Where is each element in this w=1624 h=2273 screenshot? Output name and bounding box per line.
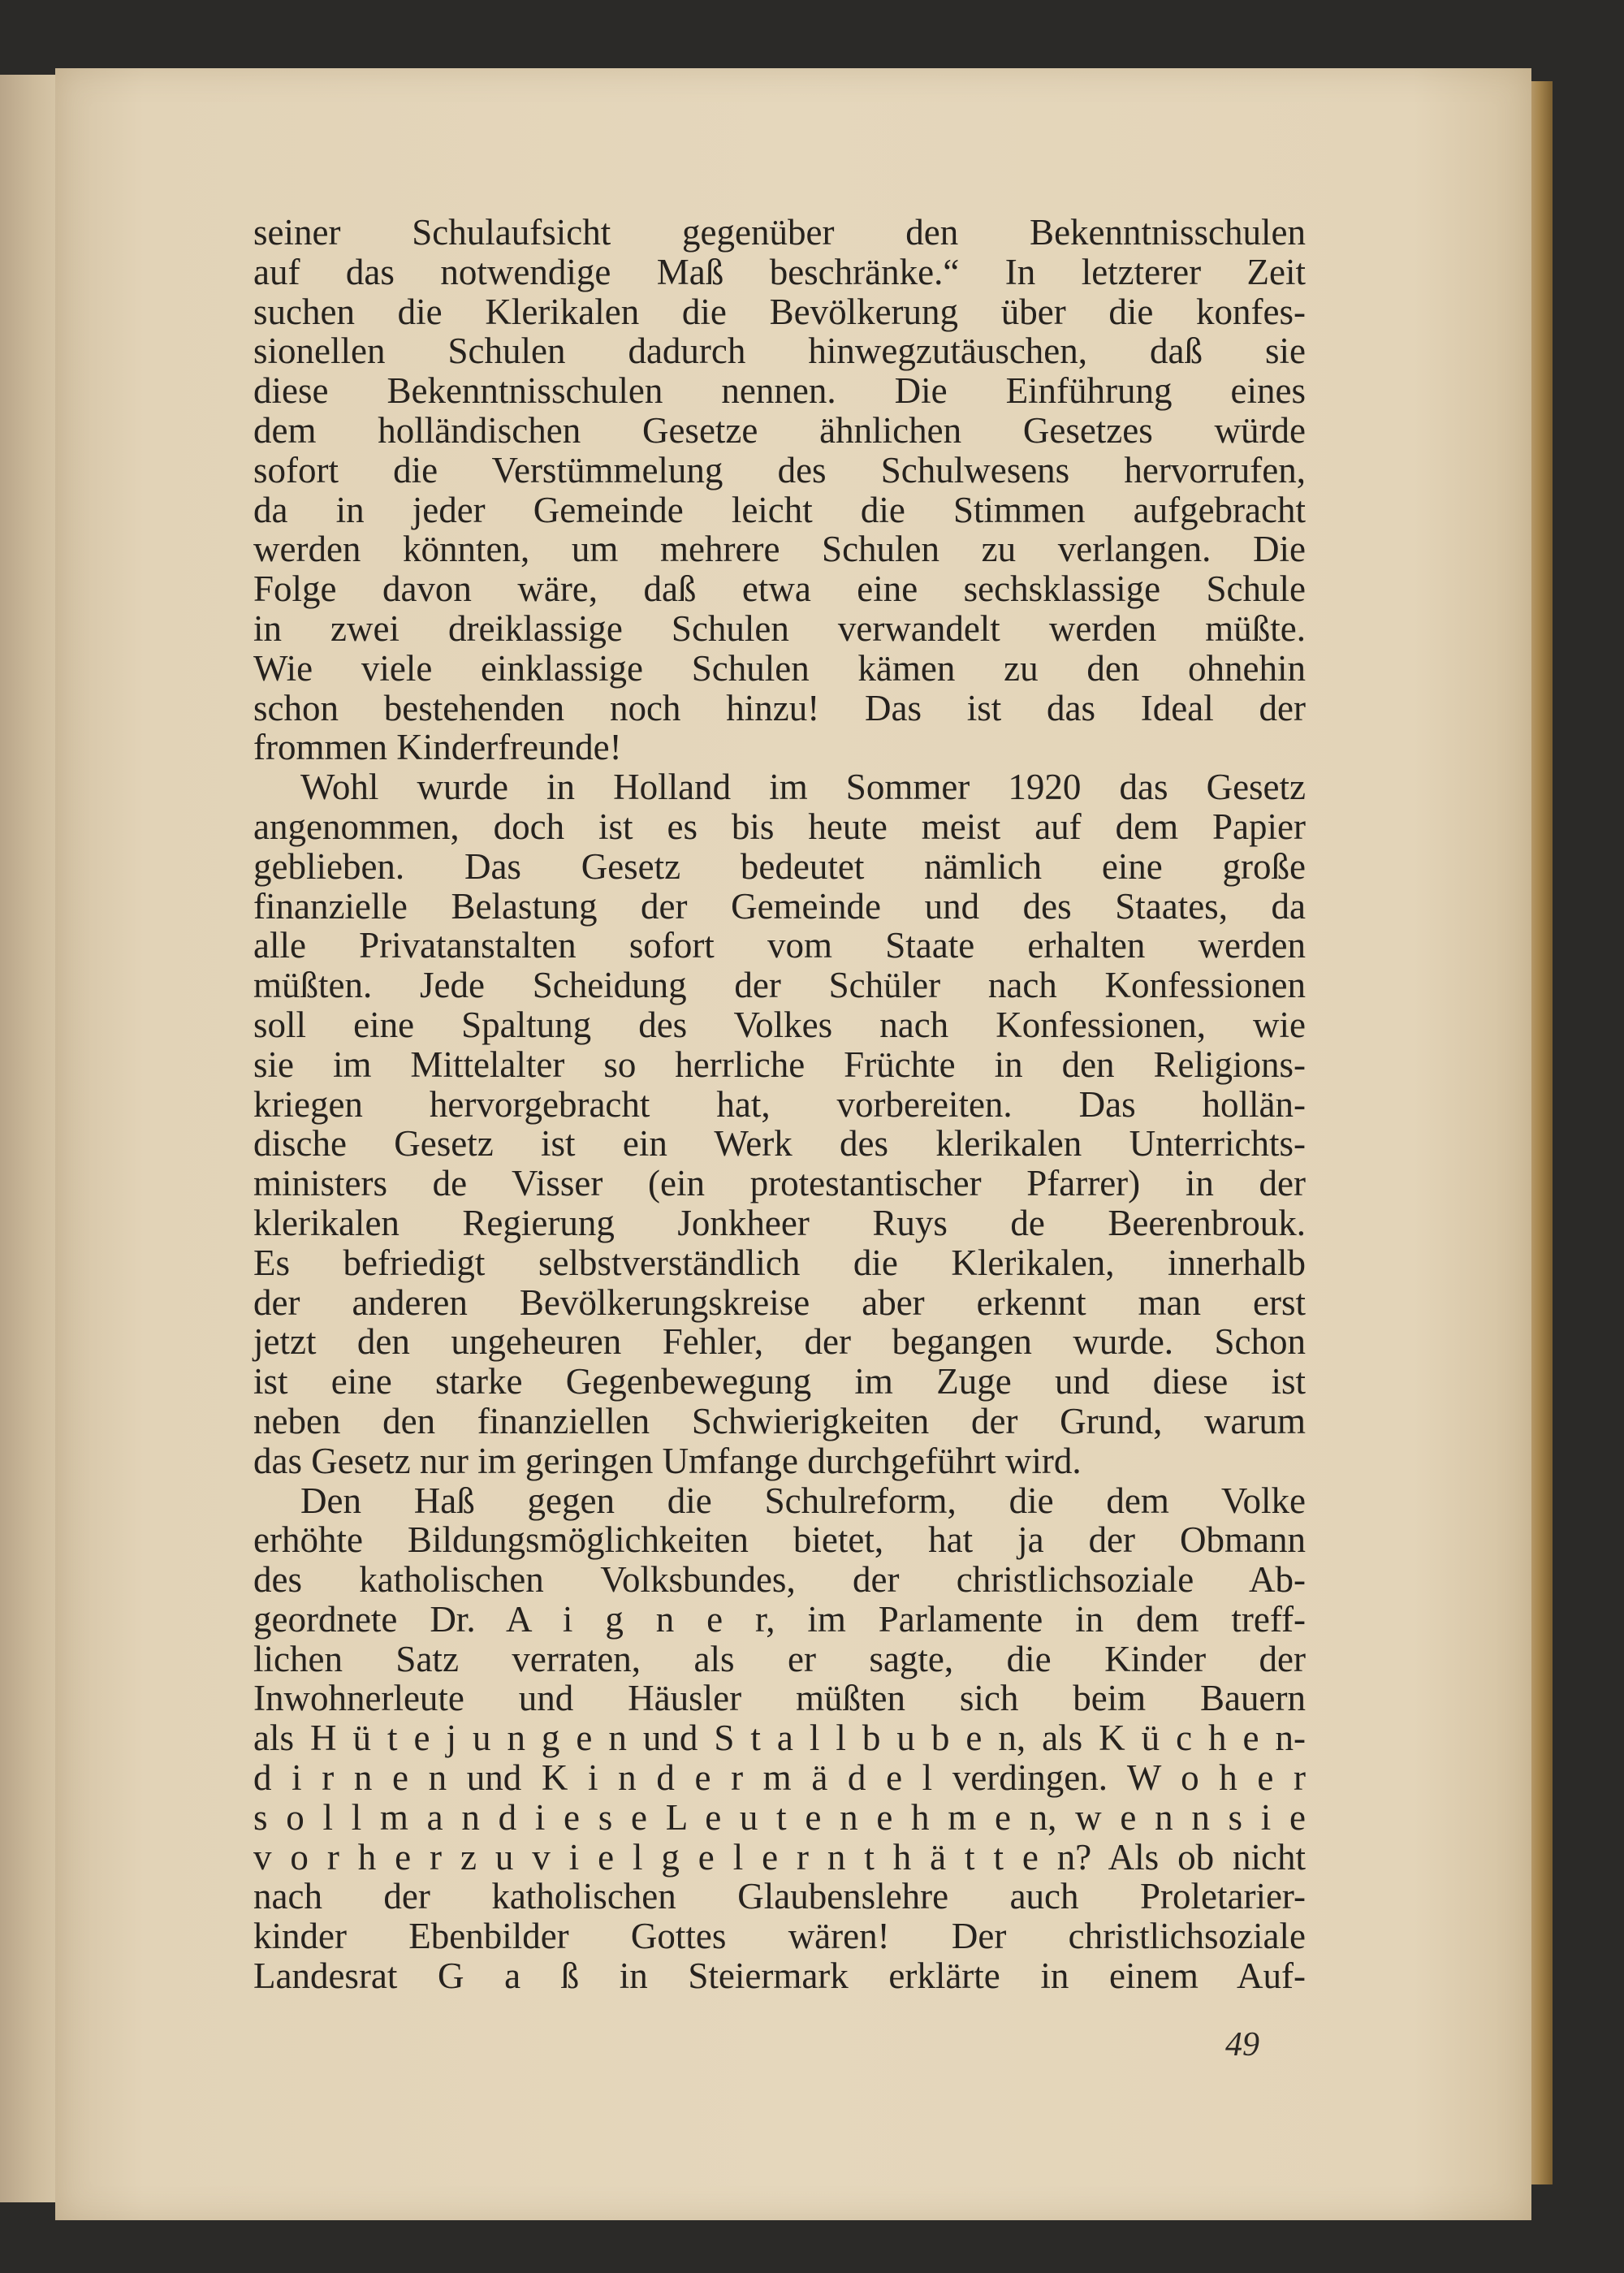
text-line: jetzt den ungeheuren Fehler, der begangen wurde. Schon (253, 1321, 1306, 1363)
text-line: Landesrat G a ß in Steiermark erklärte in einem Auf- (253, 1955, 1306, 1997)
text-line: sie im Mittelalter so herrliche Früchte in den Religions- (253, 1044, 1306, 1085)
text-line: finanzielle Belastung der Gemeinde und des Staates, da (253, 885, 1306, 927)
text-line: da in jeder Gemeinde leicht die Stimmen aufgebracht (253, 489, 1306, 530)
text-line: sionellen Schulen dadurch hinwegzutäuschen, daß sie (253, 331, 1306, 372)
text-line: d i r n e n und K i n d e r m ä d e l verdingen. W o h e r (253, 1757, 1306, 1799)
text-line: des katholischen Volksbundes, der christlichsoziale Ab- (253, 1559, 1306, 1601)
text-line: nach der katholischen Glaubenslehre auch Proletarier- (253, 1876, 1306, 1917)
text-line: soll eine Spaltung des Volkes nach Konfessionen, wie (253, 1004, 1306, 1045)
text-line: Den Haß gegen die Schulreform, die dem Volke (300, 1480, 1306, 1521)
text-line: auf das notwendige Maß beschränke.“ In letzterer Zeit (253, 251, 1306, 292)
text-line: der anderen Bevölkerungskreise aber erkennt man erst (253, 1281, 1306, 1323)
page-stack-edge (1530, 81, 1553, 2184)
text-line: sofort die Verstümmelung des Schulwesens hervorrufen, (253, 449, 1306, 490)
text-line: frommen Kinderfreunde! (253, 727, 622, 768)
left-page-edge (0, 75, 63, 2202)
text-line: lichen Satz verraten, als er sagte, die Kinder der (253, 1638, 1306, 1679)
text-line: dem holländischen Gesetze ähnlichen Gesetzes würde (253, 409, 1306, 451)
text-line: erhöhte Bildungsmöglichkeiten bietet, hat ja der Obmann (253, 1519, 1306, 1561)
text-line: in zwei dreiklassige Schulen verwandelt werden müßte. (253, 607, 1306, 649)
page-number: 49 (1225, 2026, 1259, 2063)
text-line: Wohl wurde in Holland im Sommer 1920 das Gesetz (300, 767, 1306, 808)
text-line: v o r h e r z u v i e l g e l e r n t h ä t t e n? Als ob nicht (253, 1836, 1306, 1878)
text-line: ministers de Visser (ein protestantischer Pfarrer) in der (253, 1163, 1306, 1204)
text-line: angenommen, doch ist es bis heute meist auf dem Papier (253, 806, 1306, 847)
text-line: müßten. Jede Scheidung der Schüler nach Konfessionen (253, 965, 1306, 1006)
text-line: diese Bekenntnisschulen nennen. Die Einführung eines (253, 370, 1306, 412)
text-line: kinder Ebenbilder Gottes wären! Der christlichsoziale (253, 1916, 1306, 1957)
body-text (253, 213, 1306, 1996)
text-line: Wie viele einklassige Schulen kämen zu den ohnehin (253, 647, 1306, 689)
text-line: ist eine starke Gegenbewegung im Zuge und diese ist (253, 1361, 1306, 1402)
text-line: seiner Schulaufsicht gegenüber den Bekenntnisschulen (253, 212, 1306, 253)
text-line: alle Privatanstalten sofort vom Staate erhalten werden (253, 925, 1306, 966)
text-line: werden könnten, um mehrere Schulen zu verlangen. Die (253, 529, 1306, 570)
text-line: suchen die Klerikalen die Bevölkerung über die konfes- (253, 291, 1306, 332)
text-line: als H ü t e j u n g e n und S t a l l b u b e n, als K ü c h e n- (253, 1718, 1306, 1759)
text-line: neben den finanziellen Schwierigkeiten der Grund, warum (253, 1400, 1306, 1441)
text-line: Folge davon wäre, daß etwa eine sechsklassige Schule (253, 568, 1306, 610)
text-line: s o l l m a n d i e s e L e u t e n e h m e n, w e n n s i e (253, 1796, 1306, 1838)
text-line: klerikalen Regierung Jonkheer Ruys de Beerenbrouk. (253, 1202, 1306, 1243)
text-line: dische Gesetz ist ein Werk des klerikalen Unterrichts- (253, 1123, 1306, 1165)
text-line: kriegen hervorgebracht hat, vorbereiten. Das hollän- (253, 1083, 1306, 1125)
text-line: geordnete Dr. A i g n e r, im Parlamente in dem treff- (253, 1598, 1306, 1640)
text-line: das Gesetz nur im geringen Umfange durchgeführt wird. (253, 1440, 1082, 1481)
text-line: schon bestehenden noch hinzu! Das ist das Ideal der (253, 687, 1306, 728)
text-line: geblieben. Das Gesetz bedeutet nämlich eine große (253, 845, 1306, 887)
text-line: Inwohnerleute und Häusler müßten sich beim Bauern (253, 1678, 1306, 1719)
text-line: Es befriedigt selbstverständlich die Klerikalen, innerhalb (253, 1242, 1306, 1283)
